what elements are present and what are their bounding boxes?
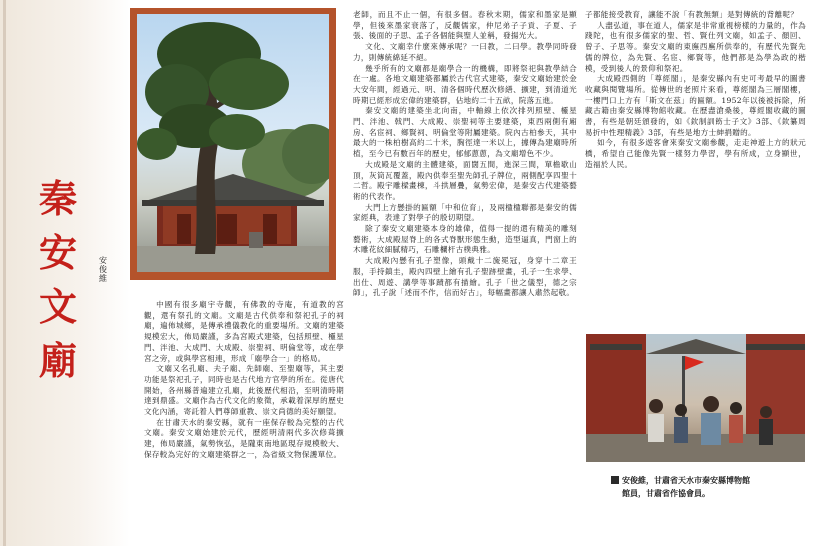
paragraph: 大成殿是文廟的主體建築，面闊五間，進深三間，單檐歇山頂，灰筒瓦覆蓋，殿內供奉至聖先師孔子牌位，兩側配享四聖十二哲。殿宇雕樑畫棟，斗拱層疊，氣勢宏偉，是秦安古代建築藝術的代表作。 [353, 159, 577, 201]
caption-marker [611, 476, 619, 484]
page-edge-line [3, 0, 6, 546]
author-byline: 安俊維 [99, 256, 107, 283]
paragraph: 人盡弘道，事在道人，儒家是非常重視榜樣的力量的，作為踐陀，也有很多儒家的聖、哲、賢仕列文廟，如孟子、顏回、曾子、子思等。秦安文廟的東廡西廡所供奉的，有歷代先賢先儒的牌位，為先賢、名宦、鄉賢等，他們都是為學為政的楷模，受到後人的景仰和祭祀。 [585, 20, 806, 73]
article-title: 秦安文廟 [38, 176, 77, 383]
paragraph: 幾乎所有的文廟都是廟學合一的機構，即將祭祀與教學結合在一處。各地文廟建築都屬於古代官式建築，秦安文廟始建於金大安年間，經過元、明、清各個時代歷次修繕、擴建，到清道光時期已經形成宏偉的建築群，佔地約二十五畝，院落五進。 [353, 63, 577, 105]
caption-line: 安俊維，甘肅省天水市秦安縣博物館 [622, 475, 750, 485]
paragraph: 文廟又名孔廟、夫子廟、先師廟、至聖廟等，其主要功能是祭祀孔子，同時也是古代地方官學的所在。從唐代開始，各州縣普遍建立孔廟，此後歷代相沿，至明清時期達到鼎盛。文廟作為古代文化的象徵，承載着深厚的歷史文化內涵，寄託着人們尊師重教、崇文尚德的美好願望。 [144, 364, 344, 417]
text-column-1 [144, 300, 344, 461]
paragraph: 大成殿西側的「尊經閣」，是秦安縣內有史可考最早的圖書收藏與閱覽場所。從傳世的老照片來看，尊經閣為三層閣樓，一樓門口上方有「斯文在茲」的匾額。1952年以後被拆除，所藏古籍由秦安縣博物館收藏。在歷盡滄桑後，尊經閣收藏的圖書，有些是朝廷頒發的，如《欽制訓飭士子文》3部、《欽纂周易折中性理精義》3部，有些是地方士紳捐贈的。 [585, 74, 806, 137]
paragraph: 文化、文廟幸什麼來傳承呢？一曰教，二曰學。教學同時發力，則傳統綿延不絕。 [353, 42, 577, 62]
photo-caption [622, 474, 792, 500]
visitors-photo [586, 334, 805, 462]
paragraph: 大成殿內懸有孔子塑像，頭戴十二旒冕冠，身穿十二章王服，手持鎮圭，殿內四壁上繪有孔子聖跡壁畫，孔子一生求學、出仕、周遊、講學等事蹟都有描繪。孔子「世之儀型，德之宗師」，孔子說「述而不作，信而好古」，每幅畫都讓人肅然起敬。 [353, 256, 577, 298]
visitors-illustration [586, 334, 805, 462]
paragraph: 在甘肅天水的秦安縣，就有一座保存較為完整的古代文廟。秦安文廟始建於元代，歷經明清兩代多次修葺擴建，佈局嚴謹，氣勢恢弘，是隴東南地區現存規模較大、保存較為完好的文廟建築群之一，為省級文物保護單位。 [144, 417, 344, 459]
paragraph: 大門上方懸掛的匾額「中和位育」，及兩楹楹聯都是秦安的儒家經典，表達了對學子的殷切期望。 [353, 202, 577, 223]
temple-courtyard-photo [137, 14, 329, 272]
paragraph: 如今，有很多遊客會來秦安文廟參觀，走走神遊上方的狀元橋，希望自己能像先賢一樣努力學習，學有所成，立身顯世，造福於人民。 [585, 138, 806, 169]
text-column-3 [585, 10, 806, 171]
paragraph: 子都能接受教育，讓能不說「有教無類」是對傳統的背離呢？ [585, 10, 799, 19]
caption-line: 館員，甘肅省作協會員。 [622, 488, 710, 498]
paragraph: 除了秦安文廟建築本身的雄偉，值得一提的還有精美的雕刻藝術，大成殿屋脊上的各式脊獸形態生動，造型逼真，門窗上的木雕花紋細膩精巧，石雕欄杆古樸典雅。 [353, 224, 577, 255]
temple-courtyard-illustration [137, 14, 329, 272]
text-column-2 [353, 10, 577, 299]
paragraph: 老師，而且不止一個，有很多個。春秋末期，儒家和墨家是顯學，但後來墨家衰落了，反觀儒家，仲尼弟子子貢、子夏、子張、後面的子思、孟子各個能與聖人並稱，發揚光大。 [353, 10, 577, 41]
paragraph: 中國有很多廟宇寺觀，有佛教的寺庵，有道教的宮觀，還有祭孔的文廟。文廟是古代供奉和祭祀孔子的祠廟，遍佈城鄉，是傳承禮儀教化的重要場所。文廟的建築規模宏大，佈局嚴謹，多為宮殿式建築，包括照壁、欞星門、泮池、大成門、大成殿、崇聖祠、明倫堂等，或在學宮之旁，或與學宮相連，形成「廟學合一」的格局。 [144, 300, 344, 363]
photo-frame [130, 8, 336, 280]
paragraph: 秦安文廟的建築坐北向南，中軸線上依次排列照壁、欞星門、泮池、戟門、大成殿、崇聖祠等主要建築，東西兩側有廂房、名宦祠、鄉賢祠、明倫堂等附屬建築。院內古柏參天，其中最大的一株柏樹高約二十米，胸徑達一米以上，據傳為建廟時所植，至今已有數百年的歷史，郁郁蔥蔥，為文廟增色不少。 [353, 106, 577, 159]
